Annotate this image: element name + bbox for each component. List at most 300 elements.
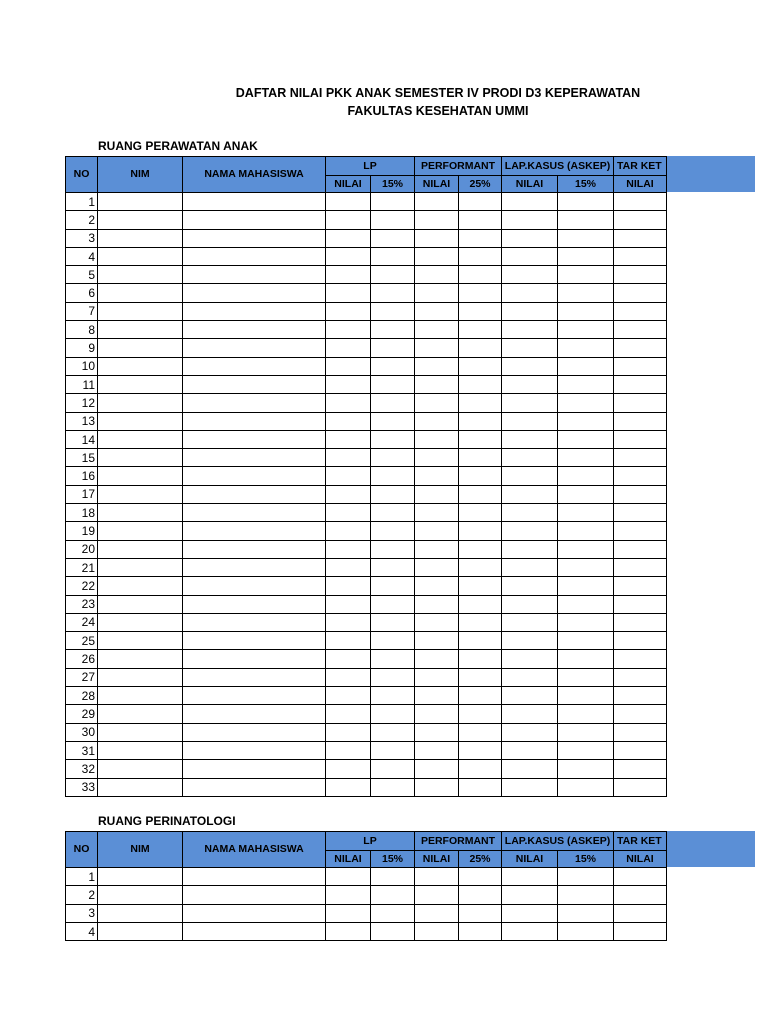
lap-kasus-nilai-cell[interactable] — [502, 741, 558, 759]
lap-kasus-nilai-cell[interactable] — [502, 449, 558, 467]
lp-nilai-cell[interactable] — [326, 778, 371, 796]
tar-ket-nilai-cell[interactable] — [614, 668, 667, 686]
nama-mahasiswa-cell[interactable] — [183, 558, 326, 576]
nama-mahasiswa-cell[interactable] — [183, 922, 326, 940]
nim-cell[interactable] — [98, 632, 183, 650]
nama-mahasiswa-cell[interactable] — [183, 577, 326, 595]
lap-kasus-percent-cell[interactable] — [558, 375, 614, 393]
performant-percent-cell[interactable] — [459, 705, 502, 723]
performant-nilai-cell[interactable] — [415, 357, 459, 375]
lp-nilai-cell[interactable] — [326, 668, 371, 686]
lap-kasus-percent-cell[interactable] — [558, 595, 614, 613]
performant-nilai-cell[interactable] — [415, 302, 459, 320]
tar-ket-nilai-cell[interactable] — [614, 778, 667, 796]
tar-ket-nilai-cell[interactable] — [614, 247, 667, 265]
performant-percent-cell[interactable] — [459, 886, 502, 904]
lap-kasus-nilai-cell[interactable] — [502, 193, 558, 211]
nama-mahasiswa-cell[interactable] — [183, 595, 326, 613]
performant-percent-cell[interactable] — [459, 193, 502, 211]
nama-mahasiswa-cell[interactable] — [183, 430, 326, 448]
nim-cell[interactable] — [98, 650, 183, 668]
lap-kasus-nilai-cell[interactable] — [502, 467, 558, 485]
performant-percent-cell[interactable] — [459, 650, 502, 668]
nim-cell[interactable] — [98, 449, 183, 467]
tar-ket-nilai-cell[interactable] — [614, 449, 667, 467]
lap-kasus-nilai-cell[interactable] — [502, 540, 558, 558]
performant-nilai-cell[interactable] — [415, 741, 459, 759]
performant-nilai-cell[interactable] — [415, 504, 459, 522]
lp-nilai-cell[interactable] — [326, 412, 371, 430]
lp-percent-cell[interactable] — [371, 650, 415, 668]
tar-ket-nilai-cell[interactable] — [614, 412, 667, 430]
nama-mahasiswa-cell[interactable] — [183, 668, 326, 686]
nama-mahasiswa-cell[interactable] — [183, 632, 326, 650]
performant-nilai-cell[interactable] — [415, 430, 459, 448]
lap-kasus-nilai-cell[interactable] — [502, 394, 558, 412]
lap-kasus-percent-cell[interactable] — [558, 668, 614, 686]
performant-percent-cell[interactable] — [459, 467, 502, 485]
nim-cell[interactable] — [98, 339, 183, 357]
lap-kasus-nilai-cell[interactable] — [502, 687, 558, 705]
lp-percent-cell[interactable] — [371, 339, 415, 357]
performant-nilai-cell[interactable] — [415, 375, 459, 393]
performant-nilai-cell[interactable] — [415, 705, 459, 723]
lp-percent-cell[interactable] — [371, 668, 415, 686]
lp-nilai-cell[interactable] — [326, 632, 371, 650]
performant-percent-cell[interactable] — [459, 339, 502, 357]
lap-kasus-nilai-cell[interactable] — [502, 302, 558, 320]
performant-nilai-cell[interactable] — [415, 211, 459, 229]
nama-mahasiswa-cell[interactable] — [183, 302, 326, 320]
performant-nilai-cell[interactable] — [415, 558, 459, 576]
nama-mahasiswa-cell[interactable] — [183, 522, 326, 540]
nama-mahasiswa-cell[interactable] — [183, 229, 326, 247]
performant-nilai-cell[interactable] — [415, 760, 459, 778]
lp-nilai-cell[interactable] — [326, 904, 371, 922]
nama-mahasiswa-cell[interactable] — [183, 760, 326, 778]
performant-nilai-cell[interactable] — [415, 229, 459, 247]
performant-percent-cell[interactable] — [459, 778, 502, 796]
nama-mahasiswa-cell[interactable] — [183, 886, 326, 904]
tar-ket-nilai-cell[interactable] — [614, 321, 667, 339]
lap-kasus-percent-cell[interactable] — [558, 723, 614, 741]
nim-cell[interactable] — [98, 687, 183, 705]
performant-percent-cell[interactable] — [459, 577, 502, 595]
lp-nilai-cell[interactable] — [326, 705, 371, 723]
tar-ket-nilai-cell[interactable] — [614, 302, 667, 320]
lap-kasus-percent-cell[interactable] — [558, 357, 614, 375]
performant-nilai-cell[interactable] — [415, 668, 459, 686]
lap-kasus-nilai-cell[interactable] — [502, 522, 558, 540]
lap-kasus-percent-cell[interactable] — [558, 266, 614, 284]
performant-percent-cell[interactable] — [459, 723, 502, 741]
nim-cell[interactable] — [98, 577, 183, 595]
lp-percent-cell[interactable] — [371, 485, 415, 503]
performant-nilai-cell[interactable] — [415, 394, 459, 412]
nama-mahasiswa-cell[interactable] — [183, 778, 326, 796]
tar-ket-nilai-cell[interactable] — [614, 430, 667, 448]
nama-mahasiswa-cell[interactable] — [183, 375, 326, 393]
lap-kasus-nilai-cell[interactable] — [502, 229, 558, 247]
nim-cell[interactable] — [98, 467, 183, 485]
performant-percent-cell[interactable] — [459, 412, 502, 430]
lp-percent-cell[interactable] — [371, 522, 415, 540]
lap-kasus-percent-cell[interactable] — [558, 778, 614, 796]
performant-nilai-cell[interactable] — [415, 868, 459, 886]
lap-kasus-percent-cell[interactable] — [558, 302, 614, 320]
nim-cell[interactable] — [98, 357, 183, 375]
nim-cell[interactable] — [98, 229, 183, 247]
performant-nilai-cell[interactable] — [415, 687, 459, 705]
lap-kasus-percent-cell[interactable] — [558, 467, 614, 485]
performant-nilai-cell[interactable] — [415, 613, 459, 631]
performant-percent-cell[interactable] — [459, 760, 502, 778]
lap-kasus-nilai-cell[interactable] — [502, 778, 558, 796]
performant-percent-cell[interactable] — [459, 247, 502, 265]
tar-ket-nilai-cell[interactable] — [614, 522, 667, 540]
lap-kasus-percent-cell[interactable] — [558, 741, 614, 759]
nim-cell[interactable] — [98, 886, 183, 904]
lap-kasus-percent-cell[interactable] — [558, 247, 614, 265]
lp-nilai-cell[interactable] — [326, 922, 371, 940]
lp-percent-cell[interactable] — [371, 723, 415, 741]
nim-cell[interactable] — [98, 302, 183, 320]
performant-percent-cell[interactable] — [459, 540, 502, 558]
nama-mahasiswa-cell[interactable] — [183, 540, 326, 558]
lap-kasus-nilai-cell[interactable] — [502, 886, 558, 904]
lap-kasus-percent-cell[interactable] — [558, 394, 614, 412]
lp-nilai-cell[interactable] — [326, 595, 371, 613]
performant-percent-cell[interactable] — [459, 668, 502, 686]
performant-percent-cell[interactable] — [459, 904, 502, 922]
performant-percent-cell[interactable] — [459, 449, 502, 467]
lap-kasus-nilai-cell[interactable] — [502, 904, 558, 922]
performant-percent-cell[interactable] — [459, 595, 502, 613]
lp-percent-cell[interactable] — [371, 705, 415, 723]
tar-ket-nilai-cell[interactable] — [614, 266, 667, 284]
lap-kasus-nilai-cell[interactable] — [502, 247, 558, 265]
tar-ket-nilai-cell[interactable] — [614, 723, 667, 741]
tar-ket-nilai-cell[interactable] — [614, 540, 667, 558]
lap-kasus-percent-cell[interactable] — [558, 705, 614, 723]
lp-percent-cell[interactable] — [371, 449, 415, 467]
lp-percent-cell[interactable] — [371, 430, 415, 448]
tar-ket-nilai-cell[interactable] — [614, 577, 667, 595]
nim-cell[interactable] — [98, 760, 183, 778]
lp-nilai-cell[interactable] — [326, 302, 371, 320]
nim-cell[interactable] — [98, 741, 183, 759]
lp-nilai-cell[interactable] — [326, 449, 371, 467]
performant-percent-cell[interactable] — [459, 485, 502, 503]
tar-ket-nilai-cell[interactable] — [614, 504, 667, 522]
lp-percent-cell[interactable] — [371, 467, 415, 485]
performant-percent-cell[interactable] — [459, 922, 502, 940]
performant-nilai-cell[interactable] — [415, 922, 459, 940]
performant-percent-cell[interactable] — [459, 211, 502, 229]
lap-kasus-percent-cell[interactable] — [558, 449, 614, 467]
nama-mahasiswa-cell[interactable] — [183, 504, 326, 522]
lp-percent-cell[interactable] — [371, 868, 415, 886]
tar-ket-nilai-cell[interactable] — [614, 375, 667, 393]
performant-percent-cell[interactable] — [459, 687, 502, 705]
nama-mahasiswa-cell[interactable] — [183, 723, 326, 741]
lap-kasus-nilai-cell[interactable] — [502, 760, 558, 778]
nim-cell[interactable] — [98, 540, 183, 558]
nim-cell[interactable] — [98, 412, 183, 430]
nim-cell[interactable] — [98, 595, 183, 613]
tar-ket-nilai-cell[interactable] — [614, 485, 667, 503]
tar-ket-nilai-cell[interactable] — [614, 705, 667, 723]
lp-percent-cell[interactable] — [371, 613, 415, 631]
performant-percent-cell[interactable] — [459, 394, 502, 412]
lp-nilai-cell[interactable] — [326, 229, 371, 247]
tar-ket-nilai-cell[interactable] — [614, 760, 667, 778]
tar-ket-nilai-cell[interactable] — [614, 613, 667, 631]
performant-nilai-cell[interactable] — [415, 650, 459, 668]
lap-kasus-percent-cell[interactable] — [558, 412, 614, 430]
tar-ket-nilai-cell[interactable] — [614, 687, 667, 705]
performant-percent-cell[interactable] — [459, 266, 502, 284]
performant-percent-cell[interactable] — [459, 522, 502, 540]
nim-cell[interactable] — [98, 211, 183, 229]
lp-percent-cell[interactable] — [371, 595, 415, 613]
lp-nilai-cell[interactable] — [326, 760, 371, 778]
lp-nilai-cell[interactable] — [326, 284, 371, 302]
lp-percent-cell[interactable] — [371, 284, 415, 302]
lap-kasus-percent-cell[interactable] — [558, 284, 614, 302]
performant-nilai-cell[interactable] — [415, 723, 459, 741]
performant-nilai-cell[interactable] — [415, 595, 459, 613]
nama-mahasiswa-cell[interactable] — [183, 394, 326, 412]
nama-mahasiswa-cell[interactable] — [183, 705, 326, 723]
lap-kasus-nilai-cell[interactable] — [502, 357, 558, 375]
lp-nilai-cell[interactable] — [326, 321, 371, 339]
tar-ket-nilai-cell[interactable] — [614, 595, 667, 613]
lap-kasus-nilai-cell[interactable] — [502, 504, 558, 522]
performant-nilai-cell[interactable] — [415, 193, 459, 211]
nim-cell[interactable] — [98, 922, 183, 940]
nim-cell[interactable] — [98, 247, 183, 265]
tar-ket-nilai-cell[interactable] — [614, 650, 667, 668]
nim-cell[interactable] — [98, 375, 183, 393]
performant-nilai-cell[interactable] — [415, 904, 459, 922]
lap-kasus-percent-cell[interactable] — [558, 577, 614, 595]
nim-cell[interactable] — [98, 558, 183, 576]
lp-nilai-cell[interactable] — [326, 650, 371, 668]
performant-nilai-cell[interactable] — [415, 778, 459, 796]
lap-kasus-percent-cell[interactable] — [558, 904, 614, 922]
performant-percent-cell[interactable] — [459, 321, 502, 339]
lap-kasus-percent-cell[interactable] — [558, 632, 614, 650]
nama-mahasiswa-cell[interactable] — [183, 741, 326, 759]
lp-percent-cell[interactable] — [371, 687, 415, 705]
lap-kasus-nilai-cell[interactable] — [502, 485, 558, 503]
lp-percent-cell[interactable] — [371, 741, 415, 759]
lap-kasus-percent-cell[interactable] — [558, 760, 614, 778]
lap-kasus-percent-cell[interactable] — [558, 922, 614, 940]
nim-cell[interactable] — [98, 504, 183, 522]
performant-percent-cell[interactable] — [459, 504, 502, 522]
lap-kasus-nilai-cell[interactable] — [502, 668, 558, 686]
performant-percent-cell[interactable] — [459, 613, 502, 631]
nim-cell[interactable] — [98, 705, 183, 723]
nama-mahasiswa-cell[interactable] — [183, 485, 326, 503]
lp-nilai-cell[interactable] — [326, 504, 371, 522]
performant-percent-cell[interactable] — [459, 229, 502, 247]
lap-kasus-nilai-cell[interactable] — [502, 211, 558, 229]
performant-percent-cell[interactable] — [459, 375, 502, 393]
nim-cell[interactable] — [98, 430, 183, 448]
lap-kasus-nilai-cell[interactable] — [502, 321, 558, 339]
tar-ket-nilai-cell[interactable] — [614, 211, 667, 229]
lap-kasus-nilai-cell[interactable] — [502, 430, 558, 448]
lap-kasus-percent-cell[interactable] — [558, 687, 614, 705]
nama-mahasiswa-cell[interactable] — [183, 284, 326, 302]
tar-ket-nilai-cell[interactable] — [614, 904, 667, 922]
lp-percent-cell[interactable] — [371, 375, 415, 393]
lp-nilai-cell[interactable] — [326, 741, 371, 759]
performant-nilai-cell[interactable] — [415, 886, 459, 904]
performant-nilai-cell[interactable] — [415, 540, 459, 558]
tar-ket-nilai-cell[interactable] — [614, 632, 667, 650]
lp-nilai-cell[interactable] — [326, 613, 371, 631]
nama-mahasiswa-cell[interactable] — [183, 339, 326, 357]
performant-percent-cell[interactable] — [459, 357, 502, 375]
lap-kasus-nilai-cell[interactable] — [502, 632, 558, 650]
lp-percent-cell[interactable] — [371, 266, 415, 284]
lp-percent-cell[interactable] — [371, 540, 415, 558]
lap-kasus-nilai-cell[interactable] — [502, 868, 558, 886]
lp-nilai-cell[interactable] — [326, 266, 371, 284]
lap-kasus-nilai-cell[interactable] — [502, 412, 558, 430]
performant-nilai-cell[interactable] — [415, 321, 459, 339]
lap-kasus-percent-cell[interactable] — [558, 211, 614, 229]
lp-percent-cell[interactable] — [371, 211, 415, 229]
lap-kasus-percent-cell[interactable] — [558, 540, 614, 558]
nim-cell[interactable] — [98, 193, 183, 211]
performant-percent-cell[interactable] — [459, 558, 502, 576]
nama-mahasiswa-cell[interactable] — [183, 357, 326, 375]
performant-nilai-cell[interactable] — [415, 284, 459, 302]
nama-mahasiswa-cell[interactable] — [183, 321, 326, 339]
lap-kasus-nilai-cell[interactable] — [502, 723, 558, 741]
lp-percent-cell[interactable] — [371, 412, 415, 430]
performant-nilai-cell[interactable] — [415, 467, 459, 485]
lp-percent-cell[interactable] — [371, 558, 415, 576]
nama-mahasiswa-cell[interactable] — [183, 266, 326, 284]
tar-ket-nilai-cell[interactable] — [614, 394, 667, 412]
lap-kasus-percent-cell[interactable] — [558, 193, 614, 211]
nim-cell[interactable] — [98, 668, 183, 686]
lp-percent-cell[interactable] — [371, 504, 415, 522]
lp-nilai-cell[interactable] — [326, 723, 371, 741]
tar-ket-nilai-cell[interactable] — [614, 741, 667, 759]
lp-percent-cell[interactable] — [371, 922, 415, 940]
nim-cell[interactable] — [98, 522, 183, 540]
lp-nilai-cell[interactable] — [326, 375, 371, 393]
lap-kasus-percent-cell[interactable] — [558, 613, 614, 631]
performant-nilai-cell[interactable] — [415, 485, 459, 503]
lap-kasus-nilai-cell[interactable] — [502, 922, 558, 940]
nama-mahasiswa-cell[interactable] — [183, 193, 326, 211]
nama-mahasiswa-cell[interactable] — [183, 449, 326, 467]
lap-kasus-nilai-cell[interactable] — [502, 650, 558, 668]
lp-percent-cell[interactable] — [371, 321, 415, 339]
lp-percent-cell[interactable] — [371, 247, 415, 265]
lap-kasus-percent-cell[interactable] — [558, 558, 614, 576]
lp-nilai-cell[interactable] — [326, 886, 371, 904]
nim-cell[interactable] — [98, 613, 183, 631]
lp-percent-cell[interactable] — [371, 229, 415, 247]
nim-cell[interactable] — [98, 904, 183, 922]
tar-ket-nilai-cell[interactable] — [614, 886, 667, 904]
lp-nilai-cell[interactable] — [326, 485, 371, 503]
tar-ket-nilai-cell[interactable] — [614, 357, 667, 375]
lap-kasus-nilai-cell[interactable] — [502, 613, 558, 631]
lap-kasus-nilai-cell[interactable] — [502, 375, 558, 393]
lp-percent-cell[interactable] — [371, 760, 415, 778]
lap-kasus-nilai-cell[interactable] — [502, 595, 558, 613]
lap-kasus-nilai-cell[interactable] — [502, 577, 558, 595]
lp-percent-cell[interactable] — [371, 394, 415, 412]
lp-nilai-cell[interactable] — [326, 687, 371, 705]
lp-percent-cell[interactable] — [371, 778, 415, 796]
performant-nilai-cell[interactable] — [415, 412, 459, 430]
lp-percent-cell[interactable] — [371, 904, 415, 922]
lp-nilai-cell[interactable] — [326, 339, 371, 357]
tar-ket-nilai-cell[interactable] — [614, 922, 667, 940]
performant-nilai-cell[interactable] — [415, 266, 459, 284]
lp-nilai-cell[interactable] — [326, 558, 371, 576]
nim-cell[interactable] — [98, 321, 183, 339]
nama-mahasiswa-cell[interactable] — [183, 247, 326, 265]
lap-kasus-percent-cell[interactable] — [558, 504, 614, 522]
lp-percent-cell[interactable] — [371, 577, 415, 595]
lp-nilai-cell[interactable] — [326, 247, 371, 265]
nama-mahasiswa-cell[interactable] — [183, 868, 326, 886]
performant-nilai-cell[interactable] — [415, 632, 459, 650]
tar-ket-nilai-cell[interactable] — [614, 339, 667, 357]
lap-kasus-percent-cell[interactable] — [558, 485, 614, 503]
lap-kasus-percent-cell[interactable] — [558, 430, 614, 448]
lp-nilai-cell[interactable] — [326, 430, 371, 448]
performant-percent-cell[interactable] — [459, 868, 502, 886]
nama-mahasiswa-cell[interactable] — [183, 412, 326, 430]
nama-mahasiswa-cell[interactable] — [183, 650, 326, 668]
nim-cell[interactable] — [98, 394, 183, 412]
lap-kasus-nilai-cell[interactable] — [502, 558, 558, 576]
nim-cell[interactable] — [98, 868, 183, 886]
performant-percent-cell[interactable] — [459, 284, 502, 302]
tar-ket-nilai-cell[interactable] — [614, 558, 667, 576]
lp-percent-cell[interactable] — [371, 357, 415, 375]
performant-nilai-cell[interactable] — [415, 449, 459, 467]
lp-nilai-cell[interactable] — [326, 193, 371, 211]
tar-ket-nilai-cell[interactable] — [614, 284, 667, 302]
lp-nilai-cell[interactable] — [326, 868, 371, 886]
lp-percent-cell[interactable] — [371, 632, 415, 650]
lap-kasus-percent-cell[interactable] — [558, 229, 614, 247]
lap-kasus-percent-cell[interactable] — [558, 321, 614, 339]
lp-nilai-cell[interactable] — [326, 522, 371, 540]
performant-percent-cell[interactable] — [459, 741, 502, 759]
performant-percent-cell[interactable] — [459, 302, 502, 320]
lp-nilai-cell[interactable] — [326, 467, 371, 485]
tar-ket-nilai-cell[interactable] — [614, 193, 667, 211]
nama-mahasiswa-cell[interactable] — [183, 904, 326, 922]
lp-percent-cell[interactable] — [371, 193, 415, 211]
nama-mahasiswa-cell[interactable] — [183, 613, 326, 631]
